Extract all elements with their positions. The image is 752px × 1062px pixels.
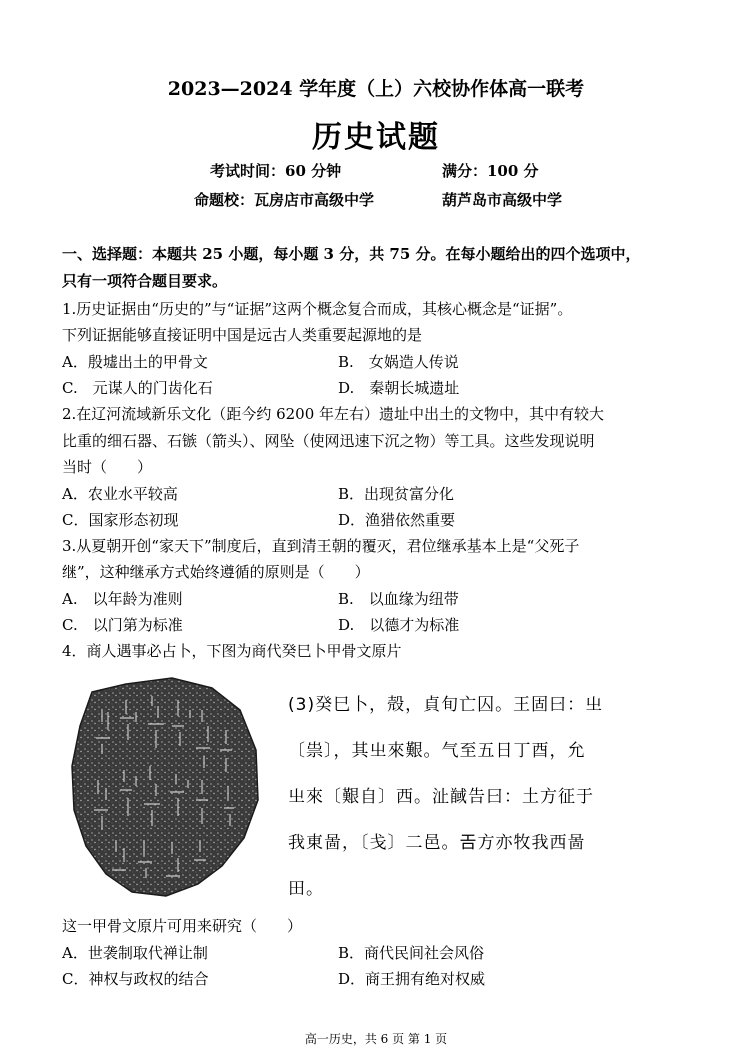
full-score: 满分：100 分 <box>442 162 539 180</box>
q4-stem-2: 这一甲骨文原片可用来研究（ ） <box>62 917 303 935</box>
q2-stem-2: 比重的细石器、石镞（箭头）、网坠（使网迅速下沉之物）等工具。这些发现说明 <box>62 432 595 450</box>
q1-option-a[interactable]: A．殷墟出土的甲骨文 <box>62 353 208 371</box>
transcription-line: 〔祟〕，其㞢來艱。气至五日丁酉，允 <box>288 741 586 761</box>
page-footer: 高一历史，共 6 页 第 1 页 <box>304 1032 448 1046</box>
q1-stem-2: 下列证据能够直接证明中国是远古人类重要起源地的是 <box>62 326 423 344</box>
q2-stem: 2.在辽河流域新乐文化（距今约 6200 年左右）遗址中出土的文物中，其中有较大 <box>62 405 605 423</box>
q4-option-d[interactable]: D．商王拥有绝对权威 <box>338 970 486 988</box>
transcription-line: 㞢來〔艱自〕西。沚馘告曰：土方征于 <box>288 787 594 807</box>
q2-option-a[interactable]: A．农业水平较高 <box>62 485 178 503</box>
q4-option-c[interactable]: C．神权与政权的结合 <box>62 970 209 988</box>
q2-option-c[interactable]: C．国家形态初现 <box>62 511 179 529</box>
q3-stem-2: 继”，这种继承方式始终遵循的原则是（ ） <box>62 563 370 581</box>
q1-option-b[interactable]: B. 女娲造人传说 <box>338 353 459 371</box>
transcription-line: 我東啚，〔戋〕二邑。𢀛方亦牧我西啚 <box>288 833 586 853</box>
transcription-line: (3)癸巳卜，殻，貞旬亡囚。王固曰：㞢 <box>288 695 604 715</box>
exam-title: 2023—2024 学年度（上）六校协作体高一联考 <box>167 78 585 100</box>
school-name-2: 葫芦岛市高级中学 <box>442 191 563 209</box>
q1-option-c[interactable]: C. 元谋人的门齿化石 <box>62 379 213 397</box>
q3-option-c[interactable]: C. 以门第为标准 <box>62 616 183 634</box>
exam-time: 考试时间：60 分钟 <box>210 162 342 180</box>
oracle-bone-photo <box>62 670 268 902</box>
q2-option-b[interactable]: B．出现贫富分化 <box>338 485 455 503</box>
q3-option-d[interactable]: D. 以德才为标准 <box>338 616 460 634</box>
q3-stem: 3.从夏朝开创“家天下”制度后，直到清王朝的覆灭，君位继承基本上是“父死子 <box>62 537 580 555</box>
section-instruction: 一、选择题：本题共 25 小题，每小题 3 分，共 75 分。在每小题给出的四个选项中， <box>62 245 641 263</box>
q4-option-b[interactable]: B．商代民间社会风俗 <box>338 944 485 962</box>
q2-stem-3: 当时（ ） <box>62 458 153 476</box>
subject-title: 历史试题 <box>312 120 440 155</box>
transcription-line: 田。 <box>288 879 324 899</box>
q2-option-d[interactable]: D．渔猎依然重要 <box>338 511 456 529</box>
section-instruction-2: 只有一项符合题目要求。 <box>62 272 228 290</box>
q3-option-b[interactable]: B. 以血缘为纽带 <box>338 590 459 608</box>
q1-stem: 1.历史证据由“历史的”与“证据”这两个概念复合而成，其核心概念是“证据”。 <box>62 300 573 318</box>
school-name: 命题校：瓦房店市高级中学 <box>194 191 375 209</box>
q3-option-a[interactable]: A. 以年龄为准则 <box>62 590 183 608</box>
q1-option-d[interactable]: D. 秦朝长城遗址 <box>338 379 460 397</box>
q4-option-a[interactable]: A．世袭制取代禅让制 <box>62 944 208 962</box>
q4-stem: 4．商人遇事必占卜，下图为商代癸巳卜甲骨文原片 <box>62 642 402 660</box>
